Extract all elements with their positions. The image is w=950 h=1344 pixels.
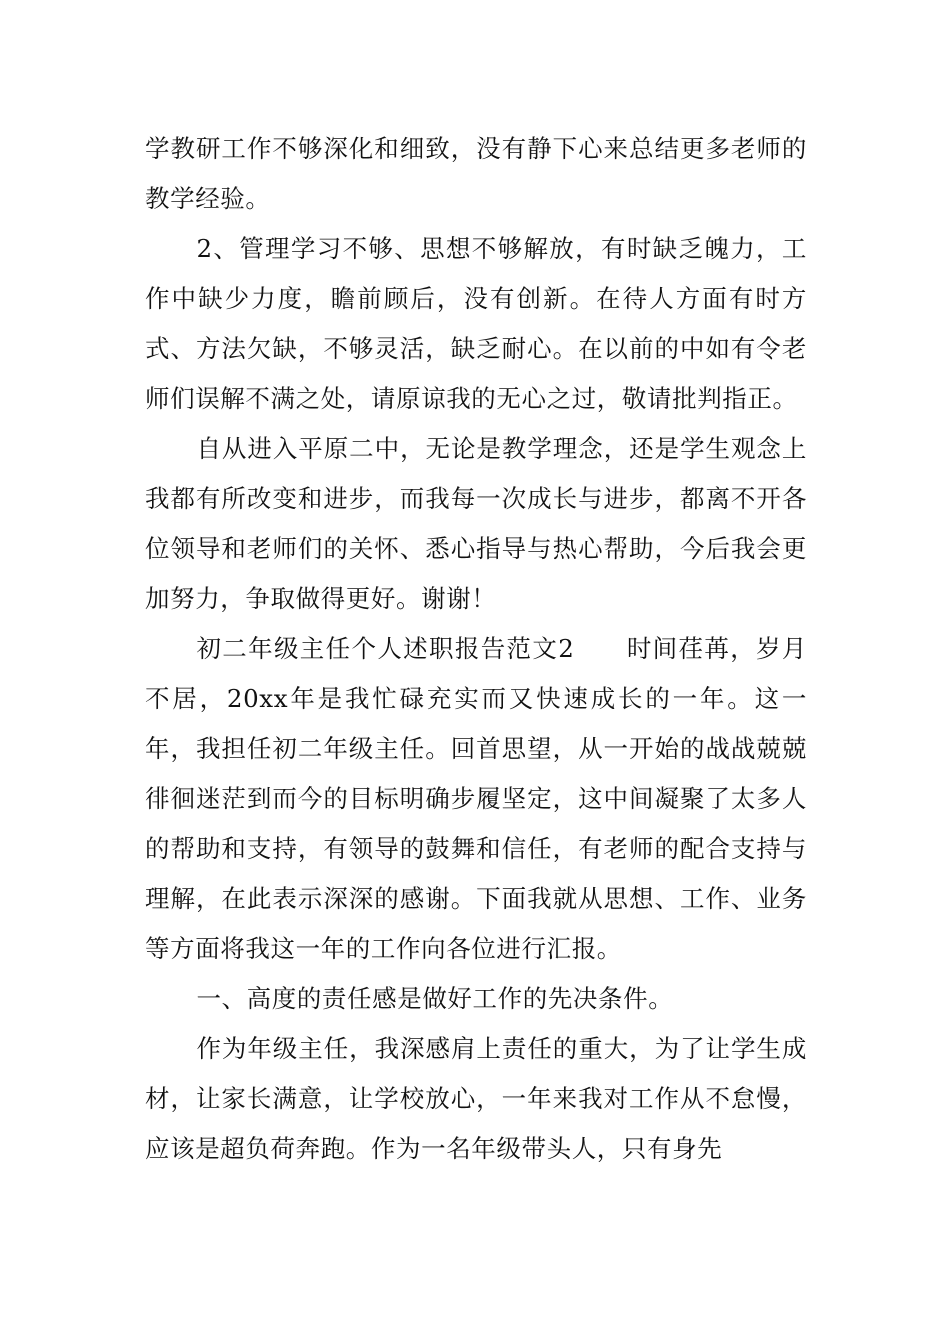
paragraph-6: 作为年级主任，我深感肩上责任的重大，为了让学生成材，让家长满意，让学校放心，一年来我对工作从不怠慢，应该是超负荷奔跑。作为一名年级带头人，只有身先 [145,1034,807,1163]
paragraph-2: 2、管理学习不够、思想不够解放，有时缺乏魄力，工作中缺少力度，瞻前顾后，没有创新。在待人方面有时方式、方法欠缺，不够灵活，缺乏耐心。在以前的中如有令老师们误解不满之处，请原谅我的无心之过，敬请批判指正。 [145,234,807,413]
paragraph-5: 一、高度的责任感是做好工作的先决条件。 [196,984,674,1013]
paragraph-3: 自从进入平原二中，无论是教学理念，还是学生观念上我都有所改变和进步，而我每一次成长与进步，都离不开各位领导和老师们的关怀、悉心指导与热心帮助，今后我会更加努力，争取做得更好。谢谢！ [145,434,807,613]
paragraph-4: 初二年级主任个人述职报告范文2 时间荏苒，岁月不居，20xx年是我忙碌充实而又快速成长的一年。这一年，我担任初二年级主任。回首思望，从一开始的战战兢兢徘徊迷茫到而今的目标明确步履坚定，这中间凝聚了太多人的帮助和支持，有领导的鼓舞和信任，有老师的配合支持与理解，在此表示深深的感谢。下面我就从思想、工作、业务等方面将我这一年的工作向各位进行汇报。 [145,634,807,963]
paragraph-1: 学教研工作不够深化和细致，没有静下心来总结更多老师的教学经验。 [145,134,807,213]
document-body [145,124,807,1174]
